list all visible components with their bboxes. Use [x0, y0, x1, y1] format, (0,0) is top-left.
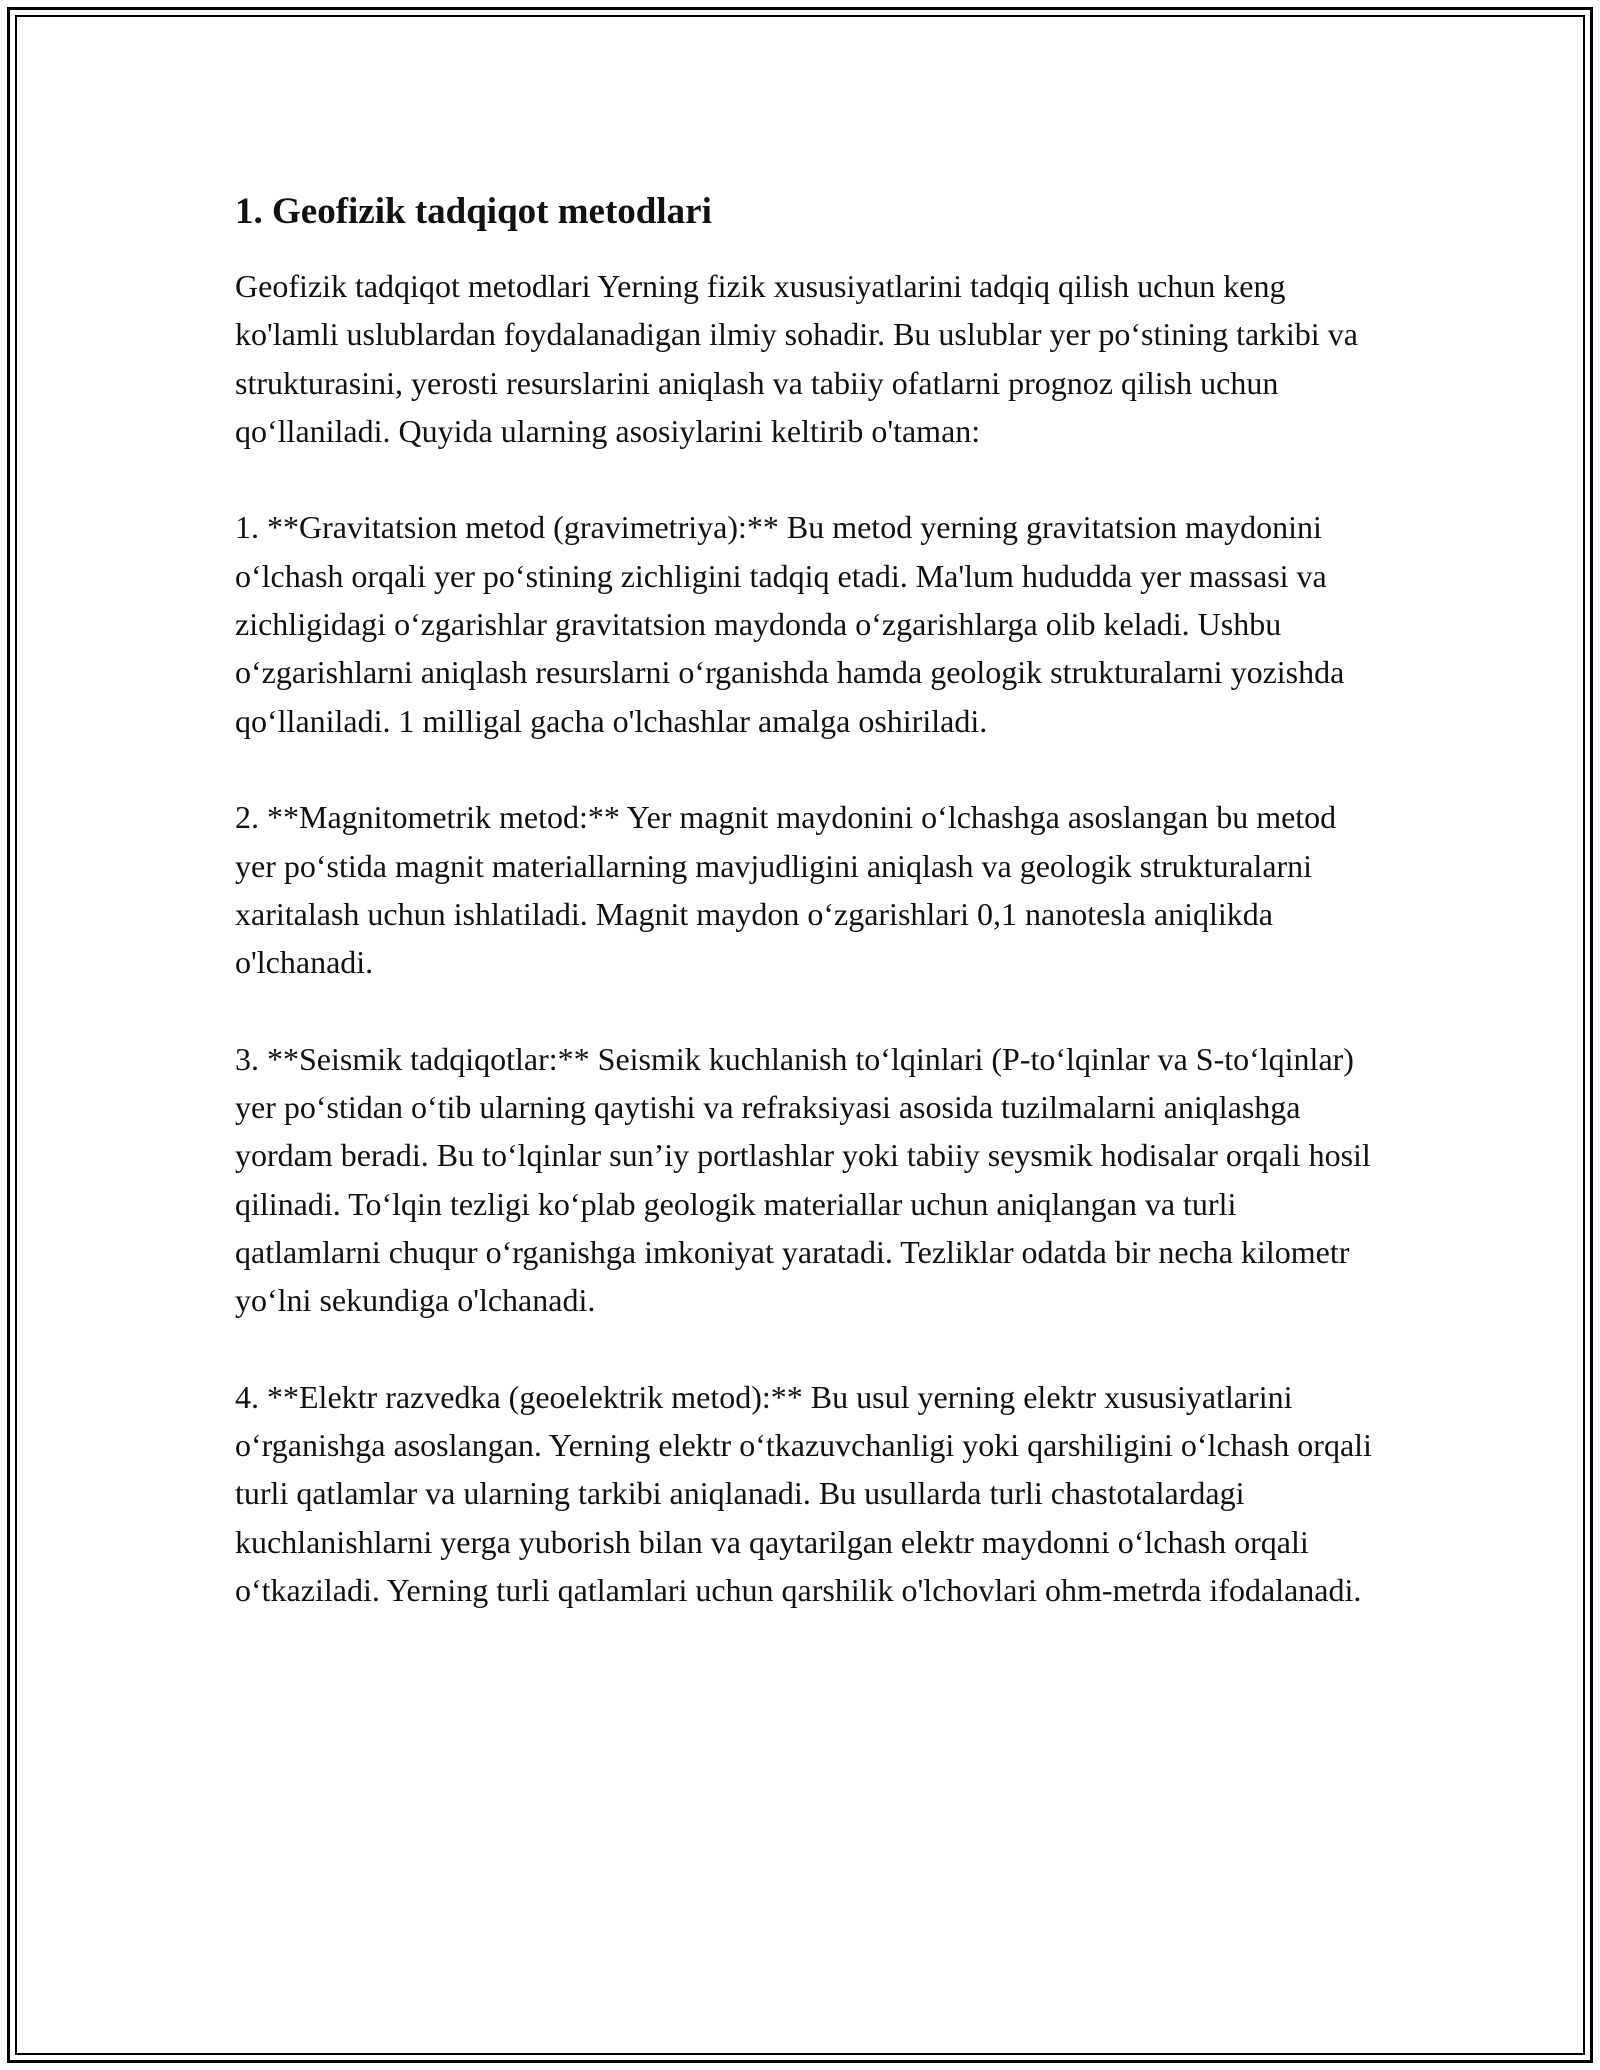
magnetometry-paragraph: 2. **Magnitometrik metod:** Yer magnit maydonini o‘lchashga asoslangan bu metod yer po‘stida magnit materiallarning mavjudligini aniqlash va geologik strukturalarni xaritalash uchun ishlatiladi. Magnit maydon o‘zgarishlari 0,1 nanotesla aniqlikda o'lchanadi.: [235, 799, 1337, 981]
intro-paragraph: Geofizik tadqiqot metodlari Yerning fizik xususiyatlarini tadqiq qilish uchun keng ko'lamli uslublardan foydalanadigan ilmiy sohadir. Bu uslublar yer po‘stining tarkibi va strukturasini, yerosti resurslarini aniqlash va tabiiy ofatlarni prognoz qilish uchun qo‘llaniladi. Quyida ularning asosiylarini keltirib o'taman:: [235, 268, 1358, 449]
document-title: 1. Geofizik tadqiqot metodlari: [235, 191, 712, 232]
gravimetry-paragraph: 1. **Gravitatsion metod (gravimetriya):** Bu metod yerning gravitatsion maydonini o‘lchash orqali yer po‘stining zichligini tadqiq etadi. Ma'lum hududda yer massasi va zichligidagi o‘zgarishlar gravitatsion maydonda o‘zgarishlarga olib keladi. Ushbu o‘zgarishlarni aniqlash resurslarni o‘rganishda hamda geologik strukturalarni yozishda qo‘llaniladi. 1 milligal gacha o'lchashlar amalga oshiriladi.: [235, 509, 1345, 739]
document-body: [235, 188, 1375, 1663]
geoelectric-paragraph: 4. **Elektr razvedka (geoelektrik metod):** Bu usul yerning elektr xususiyatlarini o‘rganishga asoslangan. Yerning elektr o‘tkazuvchanligi yoki qarshiligini o‘lchash orqali turli qatlamlar va ularning tarkibi aniqlanadi. Bu usullarda turli chastotalardagi kuchlanishlarni yerga yuborish bilan va qaytarilgan elektr maydonni o‘lchash orqali o‘tkaziladi. Yerning turli qatlamlari uchun qarshilik o'lchovlari ohm-metrda ifodalanadi.: [235, 1378, 1372, 1609]
seismic-paragraph: 3. **Seismik tadqiqotlar:** Seismik kuchlanish to‘lqinlari (P-to‘lqinlar va S-to‘lqinlar) yer po‘stidan o‘tib ularning qaytishi va refraksiyasi asosida tuzilmalarni aniqlashga yordam beradi. Bu to‘lqinlar sun’iy portlashlar yoki tabiiy seysmik hodisalar orqali hosil qilinadi. To‘lqin tezligi ko‘plab geologik materiallar uchun aniqlangan va turli qatlamlarni chuqur o‘rganishga imkoniyat yaratadi. Tezliklar odatda bir necha kilometr yo‘lni sekundiga o'lchanadi.: [235, 1040, 1371, 1319]
